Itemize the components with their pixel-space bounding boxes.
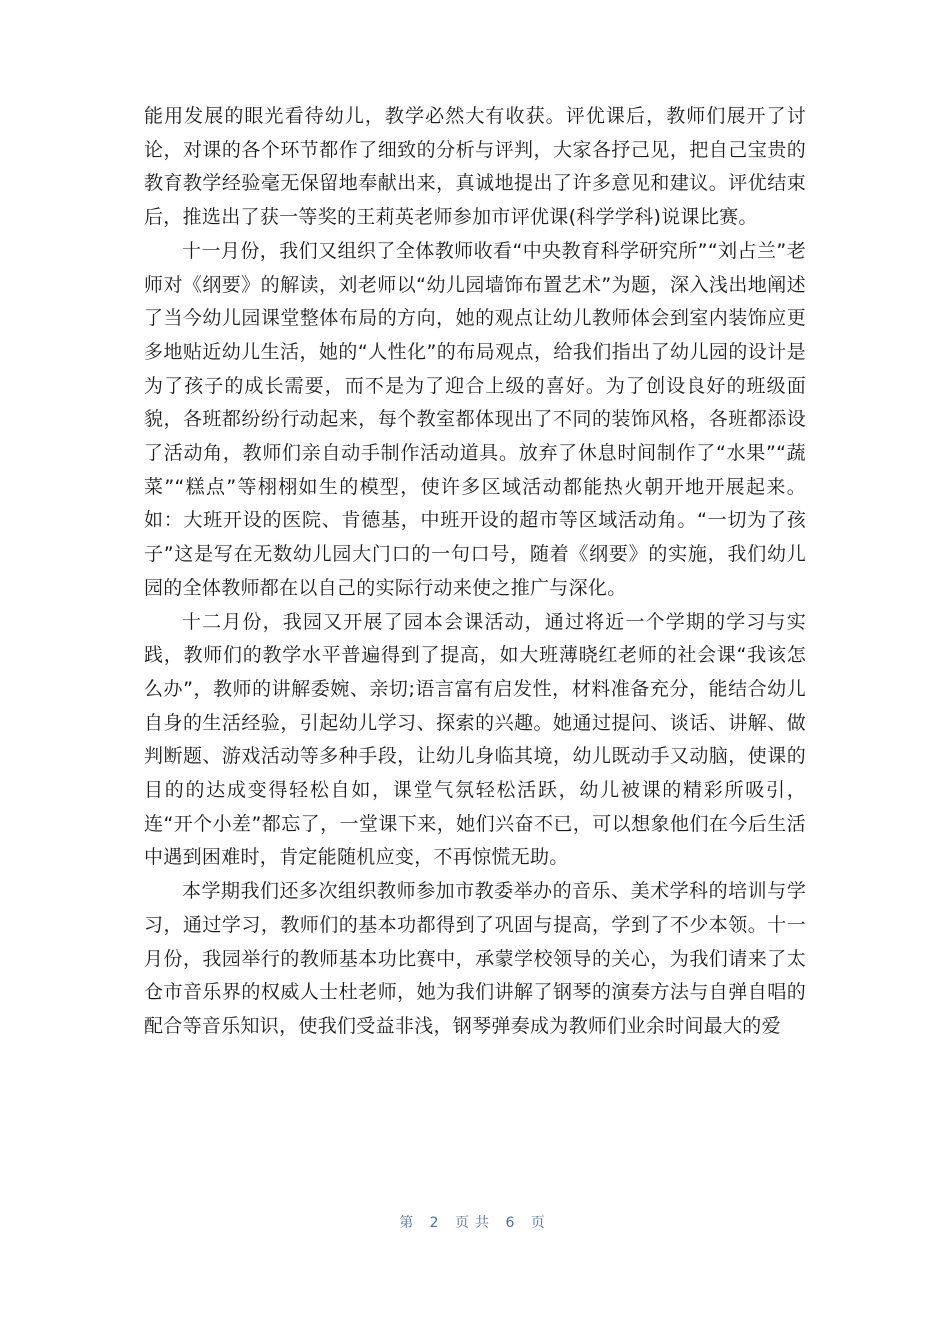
paragraph-3: 十二月份，我园又开展了园本会课活动，通过将近一个学期的学习与实践，教师们的教学水平普遍得到了提高，如大班薄晓红老师的社会课“我该怎么办”，教师的讲解委婉、亲切;语言富有启发性，材料准备充分，能结合幼儿自身的生活经验，引起幼儿学习、探索的兴趣。她通过提问、谈话、讲解、做判断题、游戏活动等多种手段，让幼儿身临其境，幼儿既动手又动脑，使课的目的的达成变得轻松自如，课堂气氛轻松活跃，幼儿被课的精彩所吸引，连“开个小差”都忘了，一堂课下来，她们兴奋不已，可以想象他们在今后生活中遇到困难时，肯定能随机应变，不再惊慌无助。 — [144, 610, 806, 869]
paragraph-2: 十一月份，我们又组织了全体教师收看“中央教育科学研究所”“刘占兰”老师对《纲要》的解读，刘老师以“幼儿园墙饰布置艺术”为题，深入浅出地阐述了当今幼儿园课堂整体布局的方向，她的观点让幼儿教师体会到室内装饰应更多地贴近幼儿生活，她的“人性化”的布局观点，给我们指出了幼儿园的设计是为了孩子的成长需要，而不是为了迎合上级的喜好。为了创设良好的班级面貌，各班都纷纷行动起来，每个教室都体现出了不同的装饰风格，各班都添设了活动角，教师们亲自动手制作活动道具。放弃了休息时间制作了“水果”“蔬菜”“糕点”等栩栩如生的模型，使许多区域活动都能热火朝开地开展起来。如：大班开设的医院、肯德基，中班开设的超市等区域活动角。“一切为了孩子”这是写在无数幼儿园大门口的一句口号，随着《纲要》的实施，我们幼儿园的全体教师都在以自己的实际行动来使之推广与深化。 — [144, 239, 806, 599]
paragraph-1: 能用发展的眼光看待幼儿，教学必然大有收获。评优课后，教师们展开了讨论，对课的各个环节都作了细致的分析与评判，大家各抒己见，把自己宝贵的教育教学经验毫无保留地奉献出来，真诚地提出了许多意见和建议。评优结束后，推选出了获一等奖的王莉英老师参加市评优课(科学学科)说课比赛。 — [144, 105, 806, 229]
page-number-footer: 第 2 页共 6 页 — [399, 1215, 551, 1231]
paragraph-4: 本学期我们还多次组织教师参加市教委举办的音乐、美术学科的培训与学习，通过学习，教师们的基本功都得到了巩固与提高，学到了不少本领。十一月份，我园举行的教师基本功比赛中，承蒙学校领导的关心，为我们请来了太仓市音乐界的权威人士杜老师，她为我们讲解了钢琴的演奏方法与自弹自唱的配合等音乐知识，使我们受益非浅，钢琴弹奏成为教师们业余时间最大的爱 — [144, 880, 806, 1037]
document-body — [144, 100, 806, 1044]
